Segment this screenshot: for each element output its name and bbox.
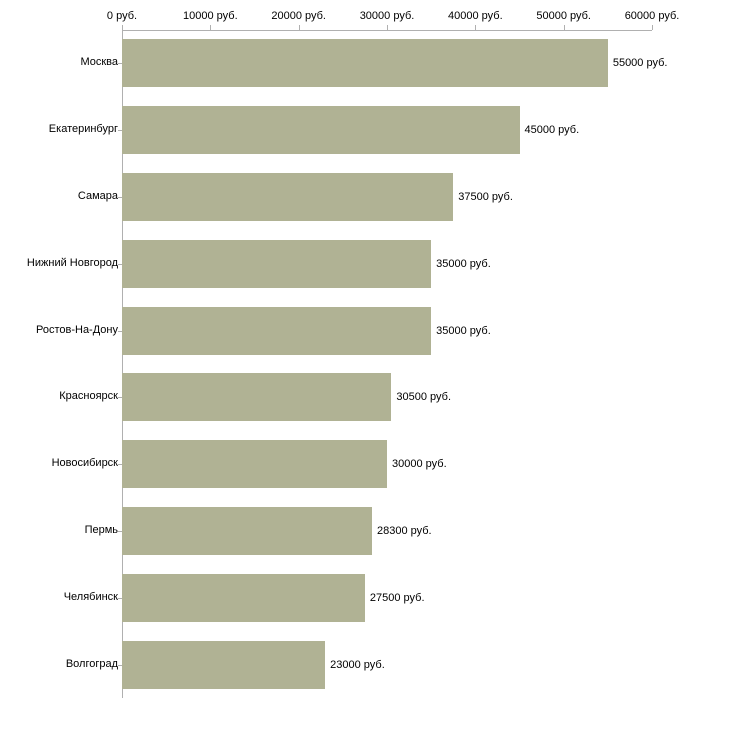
bar-value-label: 30000 руб. [392,458,447,471]
x-tick-label: 60000 руб. [624,10,680,22]
bar-value-label: 27500 руб. [369,591,425,604]
bar [122,240,431,288]
x-tick-mark [210,25,211,30]
bar [122,574,365,622]
category-tick-mark [118,598,122,599]
bar-value-label: 37500 руб. [458,191,513,203]
category-label: Красноярск [59,390,118,403]
x-tick-label: 40000 руб. [448,10,503,22]
x-tick-label: 10000 руб. [183,10,238,22]
x-tick-mark [122,25,123,30]
bar [122,39,608,87]
bar-value-label: 55000 руб. [612,57,668,70]
bar [122,440,387,488]
x-tick-mark [652,25,653,30]
x-tick-label: 50000 руб. [536,10,591,22]
category-label: Волгоград [65,657,118,670]
category-tick-mark [118,397,122,398]
bar-value-label: 45000 руб. [524,124,580,137]
x-tick-mark [564,25,565,30]
bar-value-label: 30500 руб. [396,391,452,404]
category-tick-mark [118,197,122,198]
category-label: Нижний Новгород [26,256,118,269]
category-label: Ростов-На-Дону [35,323,118,336]
bar [122,507,372,555]
category-tick-mark [118,531,122,532]
category-label: Самара [77,190,118,202]
bar [122,173,453,221]
category-label: Челябинск [63,590,118,603]
category-tick-mark [118,130,122,131]
category-tick-mark [118,665,122,666]
x-tick-mark [299,25,300,30]
x-tick-label: 30000 руб. [359,10,415,22]
bar [122,641,325,689]
x-axis-line [122,30,652,31]
category-tick-mark [118,63,122,64]
category-label: Москва [80,56,118,69]
bar [122,373,391,421]
bar [122,106,520,154]
category-tick-mark [118,464,122,465]
bar-value-label: 35000 руб. [436,324,491,337]
category-label: Пермь [84,524,118,536]
bar-value-label: 23000 руб. [330,658,385,671]
category-label: Новосибирск [51,457,118,470]
x-tick-mark [475,25,476,30]
category-label: Екатеринбург [48,123,118,136]
x-tick-label: 0 руб. [106,10,138,22]
category-tick-mark [118,331,122,332]
bar-value-label: 28300 руб. [376,525,432,537]
x-tick-label: 20000 руб. [271,10,326,22]
x-tick-mark [387,25,388,30]
category-tick-mark [118,264,122,265]
bar [122,307,431,355]
bar-value-label: 35000 руб. [436,257,491,270]
